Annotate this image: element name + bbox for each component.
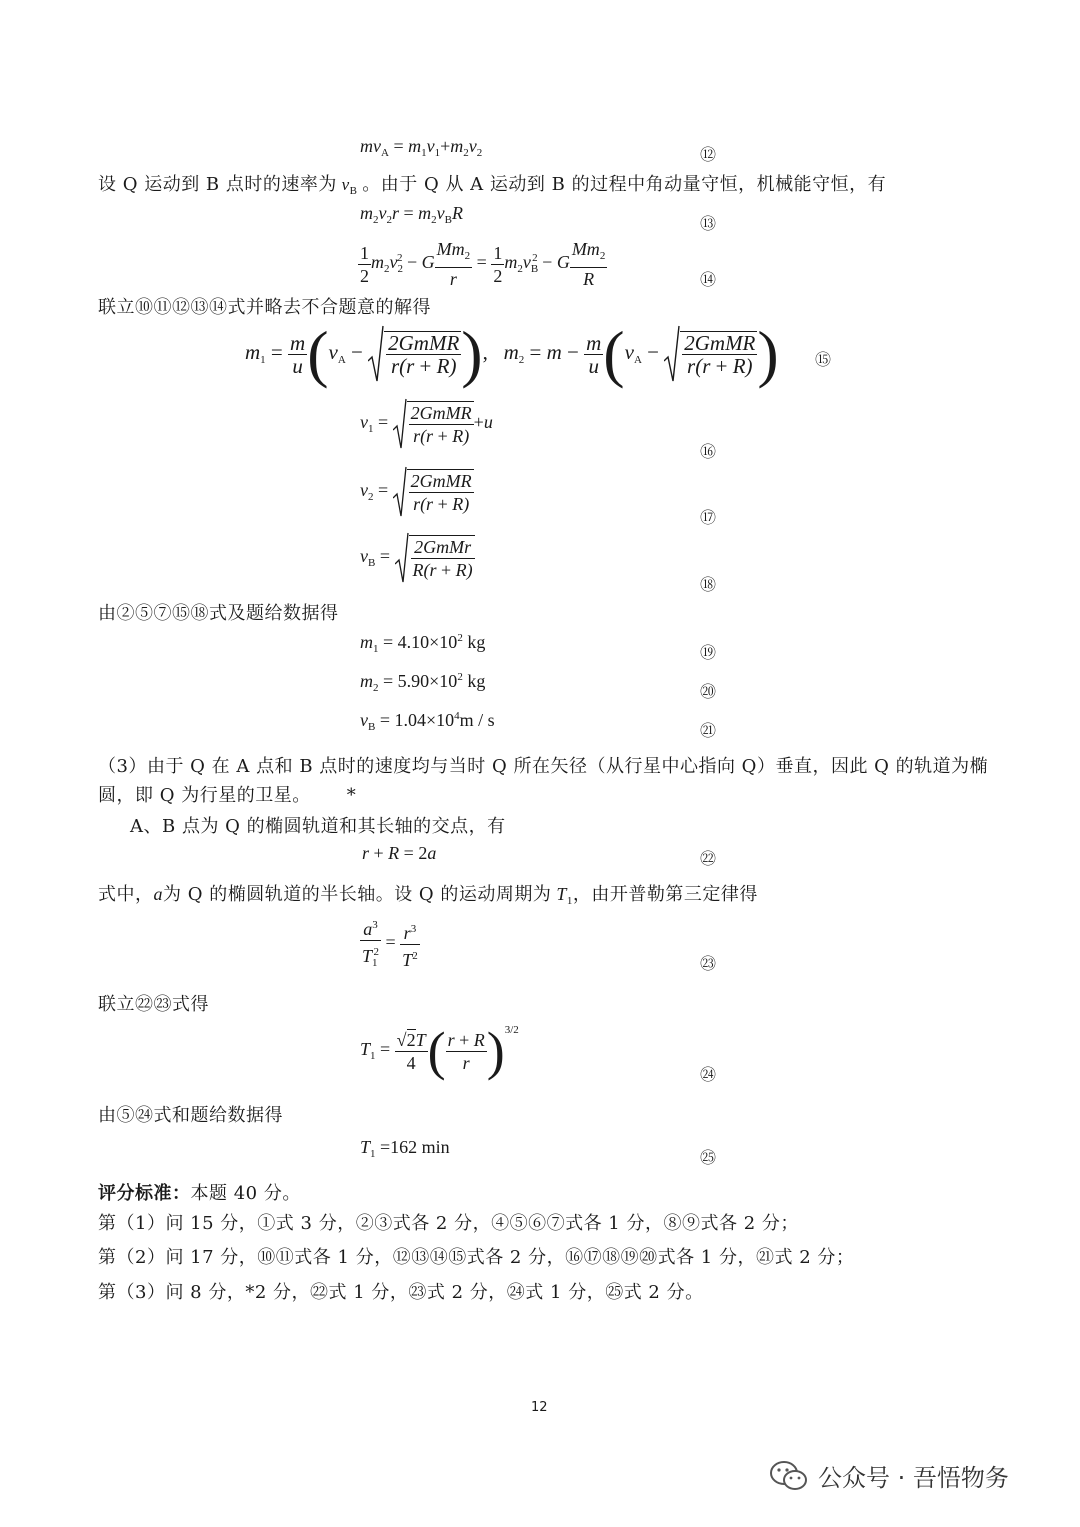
- footer-brand: 公众号 · 吾悟物务: [818, 1464, 1009, 1492]
- equation-label-12: ⑫: [700, 145, 717, 164]
- equation-17: $v_2$ = $\frac{\text{2GmMR}}{r(r + R)}$: [360, 466, 474, 518]
- paragraph-ab-points: A、B 点为 Q 的椭圆轨道和其长轴的交点，有: [130, 816, 506, 837]
- equation-22: r + R = 2a: [362, 843, 437, 863]
- paragraph-combine-2: 联立㉒㉓式得: [98, 994, 209, 1015]
- paragraph-from-data: 由②⑤⑦⑮⑱式及题给数据得: [98, 603, 339, 624]
- equation-label-13: ⑬: [700, 214, 717, 233]
- equation-16: $v_1$ = $\frac{\text{2GmMR}}{r(r + R)}$ +u: [360, 398, 493, 450]
- equation-label-22: ㉒: [700, 849, 717, 868]
- grading-line-1: 第（1）问 15 分，①式 3 分，②③式各 2 分，④⑤⑥⑦式各 1 分，⑧⑨式各 2 分；: [98, 1213, 799, 1234]
- grading-line-3: 第（3）问 8 分，*2 分，㉒式 1 分，㉓式 2 分，㉔式 1 分，㉕式 2 分。: [98, 1282, 704, 1303]
- paragraph-from-data-2: 由⑤㉔式和题给数据得: [98, 1105, 283, 1126]
- equation-label-23: ㉓: [700, 954, 717, 973]
- paragraph-part3-line2: 圆，即 Q 为行星的卫星。 *: [98, 785, 357, 806]
- equation-24: $T_1$ = $\frac{√2T}{4}$ ( $\frac{r + R}{r}$ )$^{3/2}$: [360, 1021, 519, 1081]
- equation-label-17: ⑰: [700, 508, 717, 527]
- equation-19: $m_1 = 4.10\times 10^2$ kg: [360, 632, 486, 655]
- equation-13: $m_2v_2r = m_2v_BR$: [360, 203, 464, 226]
- equation-label-24: ㉔: [700, 1065, 717, 1084]
- equation-label-15: ⑮: [815, 350, 832, 369]
- equation-label-19: ⑲: [700, 643, 717, 662]
- equation-label-20: ⑳: [700, 682, 717, 701]
- equation-label-14: ⑭: [700, 270, 717, 289]
- paragraph-part3-line1: （3）由于 Q 在 A 点和 B 点时的速度均与当时 Q 所在矢径（从行星中心指向 Q）垂直，因此 Q 的轨道为椭: [98, 756, 989, 777]
- equation-label-18: ⑱: [700, 575, 717, 594]
- equation-25: $T_1 =162$ min: [360, 1137, 450, 1160]
- paragraph-vb: 设 Q 运动到 B 点时的速率为 $v_B$ 。由于 Q 从 A 运动到 B 的过程中角动量守恒，机械能守恒，有: [98, 174, 887, 197]
- grading-header: 评分标准：本题 40 分。: [98, 1183, 301, 1204]
- equation-14: $\frac{1}{2}$ $m_2v_2^2 - G$ $\frac{Mm_2}{r}$ = $\frac{1}{2}$ $m_2v_B^2 - G$ $\frac{Mm_2}{R}$: [360, 239, 606, 289]
- equation-label-25: ㉕: [700, 1148, 717, 1167]
- page-number: 12: [531, 1400, 548, 1415]
- equation-20: $m_2 = 5.90\times 10^2$ kg: [360, 671, 486, 694]
- equation-label-21: ㉑: [700, 721, 717, 740]
- paragraph-semi-major: 式中，a为 Q 的椭圆轨道的半长轴。设 Q 的运动周期为 $T_1$，由开普勒第三定律得: [98, 884, 758, 907]
- grading-line-2: 第（2）问 17 分，⑩⑪式各 1 分，⑫⑬⑭⑮式各 2 分，⑯⑰⑱⑲⑳式各 1 分，㉑式 2 分；: [98, 1247, 855, 1268]
- equation-23: $\frac{a^3}{T_1^2}$ = $\frac{r^3}{T^2}$: [360, 914, 420, 974]
- footer-watermark: [770, 1458, 1009, 1493]
- wechat-icon: [770, 1460, 808, 1492]
- equation-21: $v_B = 1.04\times 10^4m / s$: [360, 710, 495, 733]
- equation-15: $m_1$ = $\frac{m}{u}$ ($v_A$ − $\frac{\text{2GmMR}}{r(r + R)}$ ), $m_2 = m$ − $\frac{m}{u}$ ($v_A$ − $\frac{\text{2GmMR}}{r(r + R)}$ ): [245, 318, 779, 389]
- equation-12: $mv_A = m_1v_1+m_2v_2$: [360, 136, 483, 159]
- paragraph-combine: 联立⑩⑪⑫⑬⑭式并略去不合题意的解得: [98, 297, 431, 318]
- equation-18: $v_B$ = $\frac{\text{2GmMr}}{R(r + R)}$: [360, 532, 475, 584]
- equation-label-16: ⑯: [700, 442, 717, 461]
